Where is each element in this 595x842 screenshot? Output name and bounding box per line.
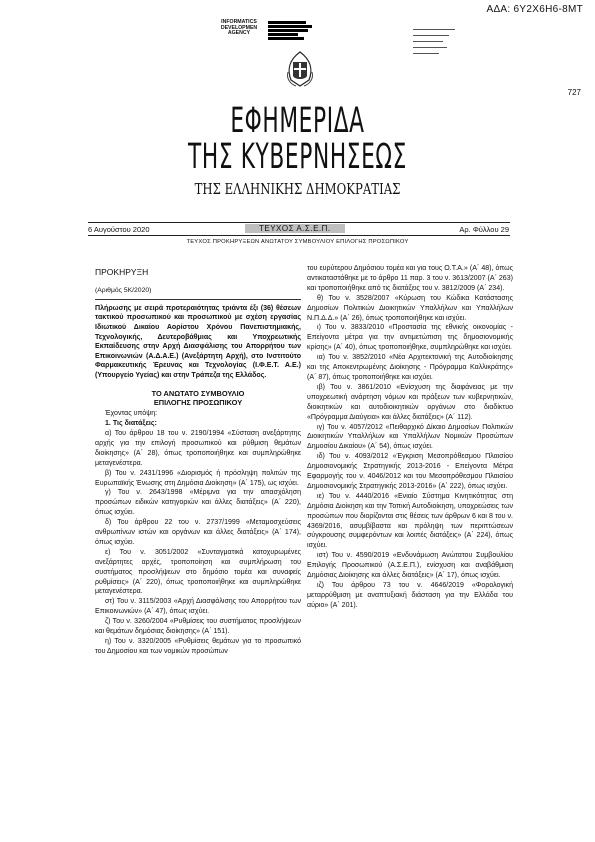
fineprint-bar xyxy=(268,33,298,36)
fineprint-bar xyxy=(268,25,312,28)
ada-code: ΑΔΑ: 6Υ2Χ6Η6-8ΜΤ xyxy=(486,4,583,15)
paragraph: ιβ) Του ν. 3861/2010 «Ενίσχυση της διαφάνειας με την υποχρεωτική ανάρτηση νόμων και πράξεων των κυβερνητικών, διοικητικών και αυτοδιοικητικών οργάνων στο διαδίκτυο «Πρόγραμμα Διαύγεια» και άλλες διατάξεις» (Α΄ 112). xyxy=(307,383,513,421)
paragraph: η) Του ν. 3320/2005 «Ρυθμίσεις θεμάτων για το προσωπικό του Δημοσίου και των νομικών προσώπων xyxy=(95,638,301,655)
divider-middle xyxy=(88,235,510,236)
board-title-line1: ΤΟ ΑΝΩΤΑΤΟ ΣΥΜΒΟΥΛΙΟ xyxy=(151,388,245,398)
issue-date: 6 Αυγούστου 2020 xyxy=(88,225,150,234)
paragraph: δ) Του άρθρου 22 του ν. 2737/1999 «Μεταμοσχεύσεις ανθρωπίνων ιστών και οργάνων και άλλες διατάξεις» (Α΄ 174), όπως ισχύει. xyxy=(95,519,301,546)
newspaper-subtitle: ΤΗΣ ΕΛΛΗΝΙΚΗΣ ΔΗΜΟΚΡΑΤΙΑΣ xyxy=(194,180,401,198)
publication-details-block xyxy=(413,24,473,54)
paragraph: του ευρύτερου Δημόσιου τομέα και για τους Ο.Τ.Α.» (Α΄ 48), όπως αντικαταστάθηκε με το άρθρο 11 παρ. 3 του ν. 3613/2007 (Α΄ 263) και τροποποιήθηκε από τις διατάξεις του ν. 3812/2009 (Α΄ 234). xyxy=(307,265,513,292)
paragraph: α) Του άρθρου 18 του ν. 2190/1994 «Σύσταση ανεξάρτητης αρχής για την επιλογή προσωπικού και ρύθμιση θεμάτων διοίκησης» (Α΄ 28), όπως τροποποιήθηκε και συμπληρώθηκε μεταγενέστερα. xyxy=(95,429,301,467)
paragraph: στ) Του ν. 3115/2003 «Αρχή Διασφάλισης του Απορρήτου των Επικοινωνιών» (Α΄ 47), όπως ισχύει. xyxy=(95,598,301,616)
paragraph: ιε) Του ν. 4440/2016 «Ενιαίο Σύστημα Κινητικότητας στη Δημόσια Διοίκηση και την Τοπική Αυτοδιοίκηση, υποχρεώσεις των προσώπων που διορίζονται στις θέσεις των άρθρων 6 και 8 του ν. 4369/2016, ασυμβίβαστα και πρόληψη των περιπτώσεων σύγκρουσης συμφερόντων και λοιπές διατάξεις» (Α΄ 224), όπως ισχύει. xyxy=(307,492,513,550)
infobox-line: DEVELOPMEN xyxy=(220,24,258,31)
newspaper-title-line1: ΕΦΗΜΕΡΙΔΑ xyxy=(230,101,365,141)
sheet-number: Αρ. Φύλλου 29 xyxy=(459,225,509,234)
paragraph: 1. Τις διατάξεις: xyxy=(105,420,157,428)
newspaper-title-line2: ΤΗΣ ΚΥΒΕΡΝΗΣΕΩΣ xyxy=(188,137,407,177)
paragraph: ιστ) Του ν. 4590/2019 «Ενδυνάμωση Ανώτατου Συμβουλίου Επιλογής Προσωπικού (Α.Σ.Ε.Π.), ενίσχυση και αναβάθμιση Δημόσιας Διοίκησης και άλλες διατάξεις» (Α΄ 17), όπως ισχύει. xyxy=(307,552,513,580)
infobox-line: INFORMATICS xyxy=(221,19,257,25)
paragraph: ιζ) Του άρθρου 73 του ν. 4646/2019 «Φορολογική μεταρρύθμιση με αναπτυξιακή διάσταση για την Ελλάδα του αύριο» (Α΄ 201). xyxy=(307,582,513,609)
paragraph: ι) Του ν. 3833/2010 «Προστασία της εθνικής οικονομίας - Επείγοντα μέτρα για την αντιμετώπιση της δημοσιονομικής κρίσης» (Α΄ 40), όπως τροποποιήθηκε, συμπληρώθηκε και ισχύει. xyxy=(307,324,513,352)
board-title-line2: ΕΠΙΛΟΓΗΣ ΠΡΟΣΩΠΙΚΟΥ xyxy=(153,397,243,407)
informatics-agency-label xyxy=(212,20,266,37)
announcement-number: (Αριθμός 5Κ/2020) xyxy=(95,286,152,294)
paragraph: θ) Του ν. 3528/2007 «Κύρωση του Κώδικα Κατάστασης Δημοσίων Πολιτικών Διοικητικών Υπαλλήλων και Υπαλλήλων Ν.Π.Δ.Δ.» (Α΄ 26), όπως τροποποιήθηκε και ισχύει. xyxy=(307,294,513,322)
infobox-line: AGENCY xyxy=(227,30,251,37)
paragraph: ια) Του ν. 3852/2010 «Νέα Αρχιτεκτονική της Αυτοδιοίκησης και της Αποκεντρωμένης Διοίκησης - Πρόγραμμα Καλλικράτης» (Α΄ 87), όπως τροποποιήθηκε και ισχύει. xyxy=(307,354,513,381)
announcement-heading: ΠΡΟΚΗΡΥΞΗ xyxy=(95,267,149,277)
paragraph: Έχοντας υπόψη: xyxy=(105,410,158,418)
left-column xyxy=(95,258,301,657)
infobox-fineprint xyxy=(268,20,322,41)
fineprint-bar xyxy=(268,29,308,32)
divider-top xyxy=(88,222,510,223)
paragraph: ιδ) Του ν. 4093/2012 «Έγκριση Μεσοπρόθεσμου Πλαισίου Δημοσιονομικής Στρατηγικής 2013-2016 - Επείγοντα Μέτρα Εφαρμογής του ν. 4046/2012 και του Μεσοπρόθεσμου Πλαισίου Δημοσιονομικής Στρατηγικής 2013-2016» (Α΄ 222), όπως ισχύει. xyxy=(307,453,513,490)
right-column xyxy=(307,264,513,611)
page-number: 727 xyxy=(567,88,581,97)
paragraph: ιγ) Του ν. 4057/2012 «Πειθαρχικό Δίκαιο Δημοσίων Πολιτικών Διοικητικών Υπαλλήλων και Υπαλλήλων Νομικών Προσώπων Δημοσίου Δικαίου» (Α΄ 54), όπως ισχύει. xyxy=(307,423,513,451)
announcement-summary: Πλήρωσης με σειρά προτεραιότητας τριάντα έξι (36) θέσεων τακτικού προσωπικού και προσωπικού με σχέση εργασίας Ιδιωτικού Δικαίου Αορίστου Χρόνου Πανεπιστημιακής, Τεχνολογικής, Δευτεροβάθμιας και Υποχρεωτικής Εκπαίδευσης στην Αρχή Διασφάλισης του Απορρήτου των Επικοινωνιών (Α.Δ.Α.Ε.) (Ανεξάρτητη Αρχή), στο Ινστιτούτο Φαρμακευτικής Έρευνας και Τεχνολογίας (Ι.Φ.Ε.Τ. Α.Ε.) (Υπουργείο Υγείας) και στην Τράπεζα της Ελλάδος. xyxy=(95,304,301,379)
heading-divider xyxy=(95,299,301,300)
fineprint-bar xyxy=(268,37,304,40)
paragraph: ζ) Του ν. 3260/2004 «Ρυθμίσεις του συστήματος προσλήψεων και θεμάτων δημόσιας διοίκησης» (Α΄ 151). xyxy=(95,618,301,636)
detail-line xyxy=(413,48,439,54)
greek-coat-of-arms-icon xyxy=(284,50,316,88)
paragraph: β) Του ν. 2431/1996 «Διορισμός ή πρόσληψη πολιτών της Ευρωπαϊκής Ένωσης στη Δημόσια Διοίκηση» (Α΄ 175), ως ισχύει. xyxy=(95,469,301,487)
issue-subtitle: ΤΕΥΧΟΣ ΠΡΟΚΗΡΥΞΕΩΝ ΑΝΩΤΑΤΟΥ ΣΥΜΒΟΥΛΙΟΥ ΕΠΙΛΟΓΗΣ ΠΡΟΣΩΠΙΚΟΥ xyxy=(186,239,409,245)
fineprint-bar xyxy=(268,21,306,24)
paragraph: ε) Του ν. 3051/2002 «Συνταγματικά κατοχυρωμένες ανεξάρτητες αρχές, τροποποίηση και συμπλήρωση του συστήματος προσλήψεων στο δημόσιο τομέα και συναφείς ρυθμίσεις» (Α΄ 220), όπως τροποποιήθηκε και συμπληρώθηκε μεταγενέστερα. xyxy=(95,548,301,596)
issue-label: ΤΕΥΧΟΣ Α.Σ.Ε.Π. xyxy=(245,224,345,233)
paragraph: γ) Του ν. 2643/1998 «Μέριμνα για την απασχόληση προσώπων ειδικών κατηγοριών και άλλες διατάξεις» (Α΄ 220), όπως ισχύει. xyxy=(95,489,301,517)
